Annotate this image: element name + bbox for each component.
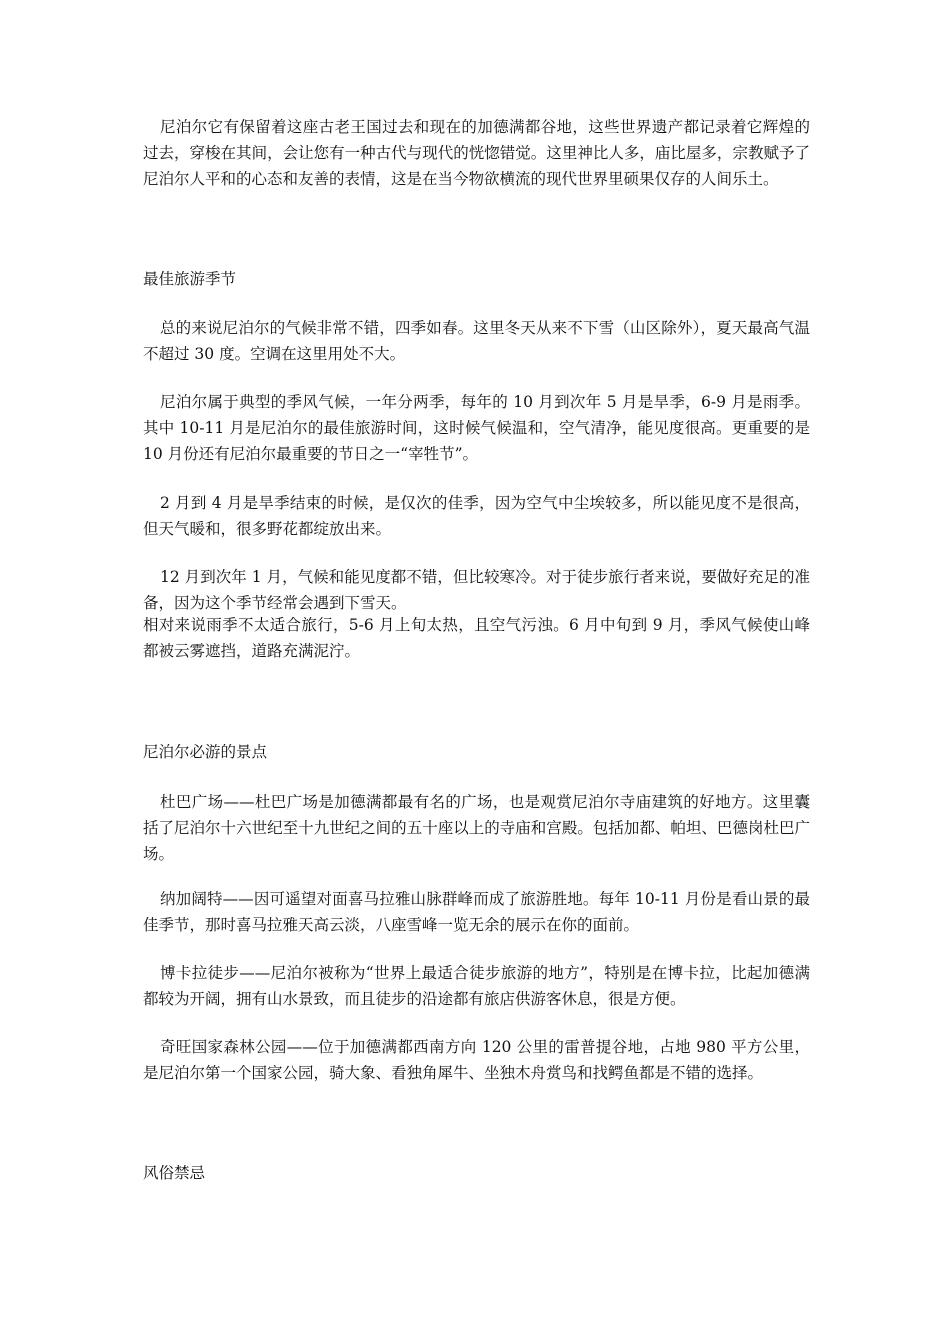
season-paragraph-4: 12 月到次年 1 月，气候和能见度都不错，但比较寒冷。对于徒步旅行者来说，要做好充足的准备，因为这个季节经常会遇到下雪天。	[143, 568, 810, 612]
sight-paragraph-chitwan: 奇旺国家森林公园——位于加德满都西南方向 120 公里的雷普提谷地，占地 980 平方公里，是尼泊尔第一个国家公园，骑大象、看独角犀牛、坐独木舟赏鸟和找鳄鱼都是不错的选择。	[143, 1038, 810, 1082]
season-paragraph-3: 2 月到 4 月是旱季结束的时候，是仅次的佳季，因为空气中尘埃较多，所以能见度不是很高，但天气暖和，很多野花都绽放出来。	[143, 494, 810, 538]
season-paragraph-2: 尼泊尔属于典型的季风气候，一年分两季，每年的 10 月到次年 5 月是旱季，6-9 月是雨季。其中 10-11 月是尼泊尔的最佳旅游时间，这时候气候温和，空气清净，能见度很高。更重要的是 10 月份还有尼泊尔最重要的节日之一“宰牲节”。	[143, 393, 810, 463]
season-paragraph-1: 总的来说尼泊尔的气候非常不错，四季如春。这里冬天从来不下雪（山区除外），夏天最高气温不超过 30 度。空调在这里用处不大。	[143, 319, 810, 363]
section-title-best-season: 最佳旅游季节	[143, 270, 237, 288]
sight-paragraph-durbar-square: 杜巴广场——杜巴广场是加德满都最有名的广场，也是观赏尼泊尔寺庙建筑的好地方。这里囊括了尼泊尔十六世纪至十九世纪之间的五十座以上的寺庙和宫殿。包括加都、帕坦、巴德岗杜巴广场。	[143, 793, 810, 863]
sight-paragraph-pokhara: 博卡拉徒步——尼泊尔被称为“世界上最适合徒步旅游的地方”，特别是在博卡拉，比起加德满都较为开阔，拥有山水景致，而且徒步的沿途都有旅店供游客休息，很是方便。	[143, 964, 810, 1008]
section-title-must-see: 尼泊尔必游的景点	[143, 743, 268, 761]
intro-paragraph: 尼泊尔它有保留着这座古老王国过去和现在的加德满都谷地，这些世界遗产都记录着它辉煌的过去，穿梭在其间，会让您有一种古代与现代的恍惚错觉。这里神比人多，庙比屋多，宗教赋予了尼泊尔人平和的心态和友善的表情，这是在当今物欲横流的现代世界里硕果仅存的人间乐土。	[143, 118, 810, 188]
season-paragraph-5: 相对来说雨季不太适合旅行，5-6 月上旬太热，且空气污浊。6 月中旬到 9 月，季风气候使山峰都被云雾遮挡，道路充满泥泞。	[143, 616, 810, 660]
section-title-customs: 风俗禁忌	[143, 1164, 206, 1182]
sight-paragraph-nagarkot: 纳加阔特——因可遥望对面喜马拉雅山脉群峰而成了旅游胜地。每年 10-11 月份是看山景的最佳季节，那时喜马拉雅天高云淡，八座雪峰一览无余的展示在你的面前。	[143, 890, 810, 934]
